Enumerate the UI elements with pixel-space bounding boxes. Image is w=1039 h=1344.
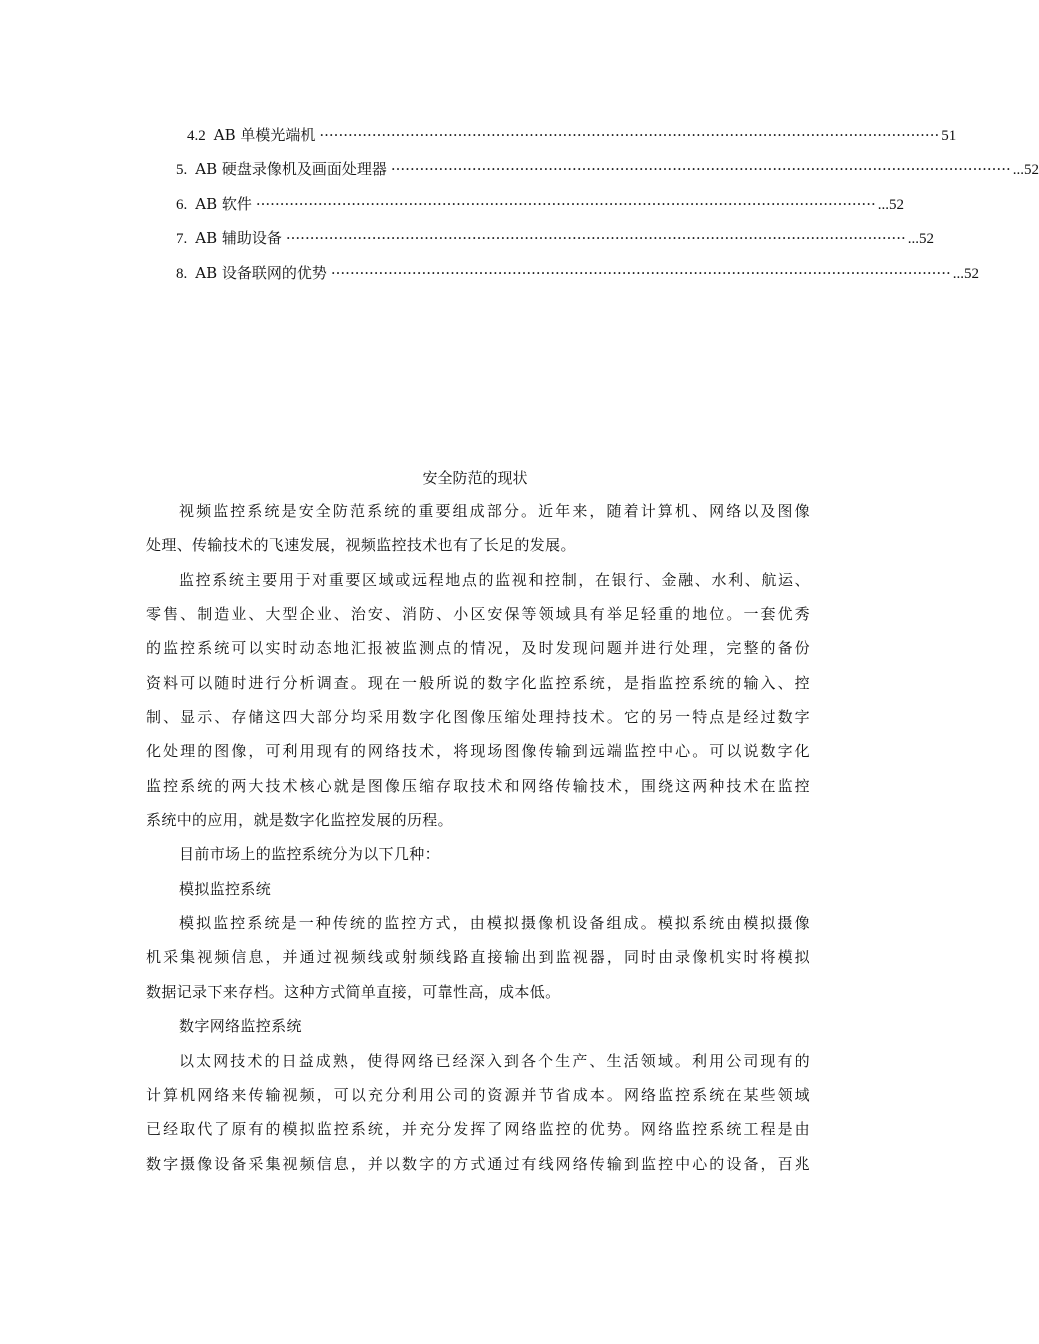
text-line: 资料可以随时进行分析调查。现在一般所说的数字化监控系统，是指监控系统的输入、控: [146, 673, 810, 692]
text-line: 以太网技术的日益成熟，使得网络已经深入到各个生产、生活领域。利用公司现有的: [179, 1051, 810, 1070]
text-line: 计算机网络来传输视频，可以充分利用公司的资源并节省成本。网络监控系统在某些领域: [146, 1085, 810, 1104]
text-line: 零售、制造业、大型企业、治安、消防、小区安保等领域具有举足轻重的地位。一套优秀: [146, 605, 810, 624]
toc-entry-title: AB 硬盘录像机及画面处理器: [195, 160, 387, 179]
text-line: 监控系统主要用于对重要区域或远程地点的监视和控制，在银行、金融、水利、航运、: [179, 570, 810, 589]
toc-entry-title: AB 单模光端机: [213, 126, 316, 144]
section-heading: 安全防范的现状: [422, 469, 528, 487]
text-line: 的监控系统可以实时动态地汇报被监测点的情况，及时发现问题并进行处理，完整的备份: [146, 639, 810, 658]
text-line: 数字摄像设备采集视频信息，并以数字的方式通过有线网络传输到监控中心的设备，百兆: [146, 1154, 810, 1173]
toc-entry-number: 6.: [176, 196, 188, 213]
text-line: 制、显示、存储这四大部分均采用数字化图像压缩处理持技术。它的另一特点是经过数字: [146, 708, 810, 727]
toc-entry-number: 8.: [176, 265, 188, 282]
toc-dot-leader: ··································································································································: [285, 229, 906, 248]
toc-entry-title: AB 辅助设备: [195, 229, 282, 248]
text-line: 数据记录下来存档。这种方式简单直接，可靠性高，成本低。: [146, 982, 561, 1001]
toc-dot-leader: ··································································································································: [390, 160, 1011, 179]
text-line: 模拟监控系统是一种传统的监控方式，由模拟摄像机设备组成。模拟系统由模拟摄像: [179, 914, 810, 933]
toc-entry-page: ...52: [1012, 162, 1039, 179]
toc-entry[interactable]: [176, 263, 979, 297]
text-line: 处理、传输技术的飞速发展，视频监控技术也有了长足的发展。: [146, 536, 576, 555]
toc-dot-leader: ··································································································································: [330, 263, 951, 282]
toc-entry-title: AB 软件: [195, 194, 252, 213]
toc-entry[interactable]: [176, 194, 904, 228]
toc-entry[interactable]: [176, 125, 957, 159]
toc-dot-leader: ··································································································································: [319, 126, 940, 144]
text-line: 视频监控系统是安全防范系统的重要组成部分。近年来，随着计算机、网络以及图像: [179, 502, 810, 520]
text-line: 已经取代了原有的模拟监控系统，并充分发挥了网络监控的优势。网络监控系统工程是由: [146, 1120, 810, 1139]
toc-entry-page: ...52: [952, 265, 979, 282]
text-line: 机采集视频信息，并通过视频线或射频线路直接输出到监视器，同时由录像机实时将模拟: [146, 948, 810, 967]
text-line: 目前市场上的监控系统分为以下几种：: [179, 845, 440, 864]
table-of-contents: [176, 125, 1039, 297]
toc-entry[interactable]: [176, 228, 934, 262]
toc-entry[interactable]: [176, 159, 1039, 193]
toc-entry-number: 5.: [176, 162, 188, 179]
toc-entry-page: ...52: [907, 231, 934, 248]
text-line: 系统中的应用，就是数字化监控发展的历程。: [146, 811, 454, 830]
toc-dot-leader: ··································································································································: [255, 194, 876, 213]
body-text: [146, 499, 810, 1186]
toc-entry-page: 51: [941, 128, 957, 144]
text-line: 监控系统的两大技术核心就是图像压缩存取技术和网络传输技术，围绕这两种技术在监控: [146, 776, 810, 795]
subheading-digital-network-monitoring: 数字网络监控系统: [179, 1017, 302, 1036]
toc-entry-title: AB 设备联网的优势: [195, 263, 327, 282]
toc-entry-number: 4.2: [187, 128, 206, 144]
text-line: 化处理的图像，可利用现有的网络技术，将现场图像传输到远端监控中心。可以说数字化: [146, 742, 810, 761]
subheading-analog-monitoring: 模拟监控系统: [179, 879, 272, 898]
toc-entry-number: 7.: [176, 231, 188, 248]
toc-entry-page: ...52: [877, 196, 904, 213]
